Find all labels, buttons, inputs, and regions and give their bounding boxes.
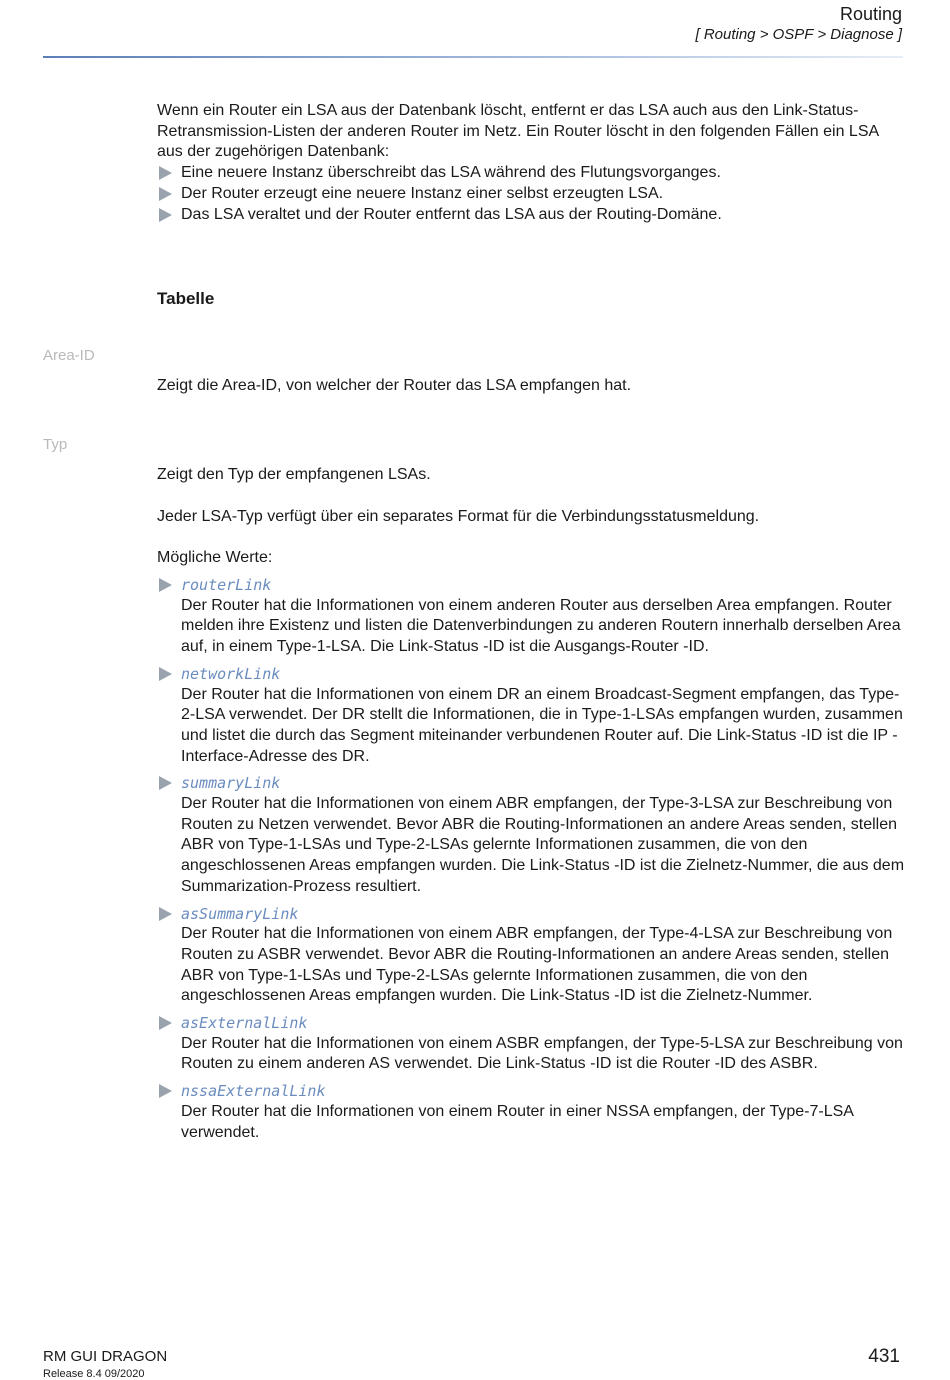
intro-bullet-text: Der Router erzeugt eine neuere Instanz einer selbst erzeugten LSA. (181, 184, 664, 202)
bullet-triangle-icon (159, 208, 172, 222)
value-item (157, 664, 907, 768)
intro-bullet (157, 184, 907, 205)
area-id-description: Zeigt die Area-ID, von welcher der Router das LSA empfangen hat. (157, 377, 632, 394)
release-info: Release 8.4 09/2020 (43, 1368, 145, 1380)
value-description: Der Router hat die Informationen von einem DR an einem Broadcast-Segment empfangen, das Type-2-LSA verwendet. Der DR stellt die Informationen, die in Type-1-LSAs empfangen wurden, zusammen und listet die durch das Segment miteinander verbundenen Router auf. Die Link-Status -ID ist die IP -Interface-Adresse des DR. (181, 685, 903, 765)
value-item (157, 1013, 907, 1075)
intro-bullet (157, 163, 907, 184)
bullet-triangle-icon (159, 1084, 172, 1098)
field-label-typ: Typ (43, 436, 68, 453)
value-name: asSummaryLink (181, 904, 299, 923)
value-description: Der Router hat die Informationen von einem ABR empfangen, der Type-3-LSA zur Beschreibung von Routen zu Netzen verwendet. Bevor ABR die Routing-Informationen an andere Areas senden, stellen ABR von Type-1-LSAs und Type-2-LSAs gelernte Informationen zusammen, die von den angeschlossenen Areas empfangen wurden. Die Link-Status -ID ist die Zielnetz-Nummer, die aus dem Summarization-Prozess resultiert. (181, 795, 905, 895)
bullet-triangle-icon (159, 1016, 172, 1030)
value-name: networkLink (181, 664, 281, 683)
typ-note: Jeder LSA-Typ verfügt über ein separates Format für die Verbindungsstatusmeldung. (157, 508, 760, 525)
value-description: Der Router hat die Informationen von einem ASBR empfangen, der Type-5-LSA zur Beschreibung von Routen zu einem anderen AS verwendet. Die Link-Status -ID ist die Router -ID des ASBR. (181, 1034, 903, 1073)
value-item (157, 575, 907, 658)
value-item (157, 904, 907, 1008)
bullet-triangle-icon (159, 187, 172, 201)
document-title: RM GUI DRAGON (43, 1348, 168, 1365)
chapter-title: Routing (839, 4, 902, 24)
value-description: Der Router hat die Informationen von einem ABR empfangen, der Type-4-LSA zur Beschreibung von Routen zu ASBR verwendet. Bevor ABR die Routing-Informationen an andere Areas senden, stellen ABR von Type-1-LSAs und Type-2-LSAs gelernte Informationen zusammen, die von den angeschlossenen Areas empfangen wurden. Die Link-Status -ID ist die Zielnetz-Nummer. (181, 925, 893, 1005)
value-item (157, 1081, 907, 1143)
values-label: Mögliche Werte: (157, 549, 273, 566)
bullet-triangle-icon (159, 907, 172, 921)
intro-bullet-text: Das LSA veraltet und der Router entfernt das LSA aus der Routing-Domäne. (181, 205, 722, 223)
intro-section (157, 101, 907, 225)
header-divider (43, 56, 903, 58)
value-description: Der Router hat die Informationen von einem anderen Router aus derselben Area empfangen. Router melden ihre Existenz und listen die Datenverbindungen zu anderen Routern innerhalb derselben Area auf, in einem Type-1-LSA. Die Link-Status -ID ist die Ausgangs-Router -ID. (181, 596, 901, 656)
intro-bullet-text: Eine neuere Instanz überschreibt das LSA während des Flutungsvorganges. (181, 164, 721, 182)
value-item (157, 773, 907, 897)
page-number: 431 (868, 1346, 900, 1367)
bullet-triangle-icon (159, 667, 172, 681)
bullet-triangle-icon (159, 166, 172, 180)
breadcrumb: [ Routing > OSPF > Diagnose ] (695, 26, 902, 43)
section-heading: Tabelle (157, 289, 215, 308)
typ-description: Zeigt den Typ der empfangenen LSAs. (157, 466, 431, 483)
possible-values-list (157, 575, 907, 1149)
field-label-area-id: Area-ID (43, 347, 95, 364)
value-name: summaryLink (181, 774, 281, 793)
value-name: nssaExternalLink (181, 1082, 326, 1101)
value-description: Der Router hat die Informationen von einem Router in einer NSSA empfangen, der Type-7-LSA verwendet. (181, 1102, 854, 1141)
bullet-triangle-icon (159, 578, 172, 592)
value-name: routerLink (181, 576, 272, 594)
bullet-triangle-icon (159, 776, 172, 790)
intro-bullet (157, 205, 907, 226)
intro-paragraph: Wenn ein Router ein LSA aus der Datenbank löscht, entfernt er das LSA auch aus den Link-Status-Retransmission-Listen der anderen Router im Netz. Ein Router löscht in den folgenden Fällen ein LSA aus der zugehörigen Datenbank: (157, 102, 879, 161)
value-name: asExternalLink (181, 1014, 308, 1033)
